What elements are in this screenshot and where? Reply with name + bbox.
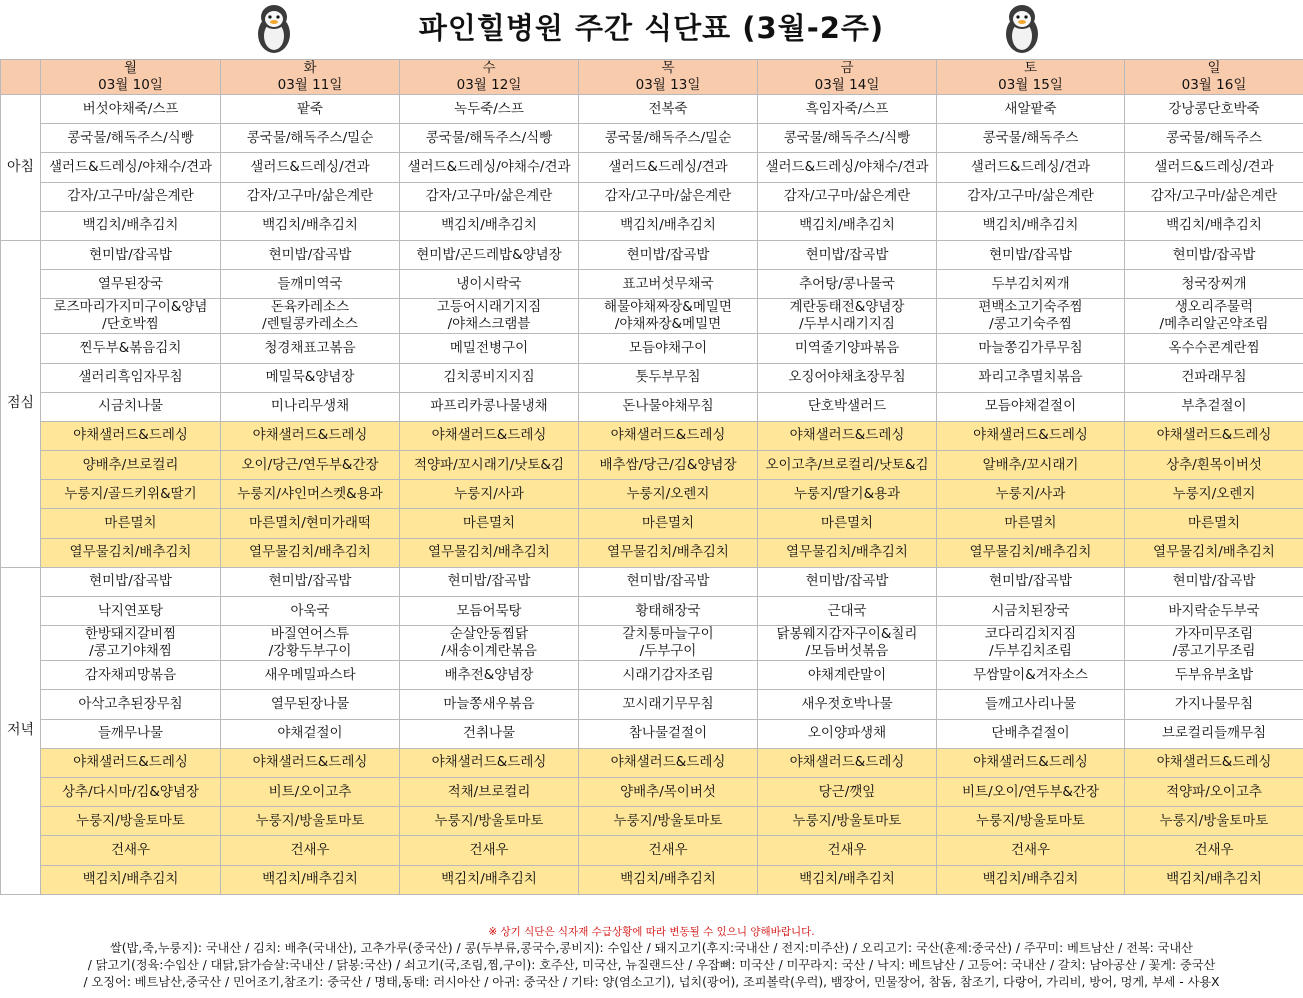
menu-item: 백김치/배추김치: [221, 865, 400, 894]
menu-item: 열무물김치/배추김치: [41, 538, 221, 567]
day-header-row: [1, 60, 1303, 95]
menu-item: 감자/고구마/삶은계란: [1125, 182, 1303, 211]
menu-item: 야채샐러드&드레싱: [579, 748, 758, 777]
menu-item: 돈나물야채무침: [579, 392, 758, 421]
menu-item-line: 생오리주물럭: [1174, 299, 1254, 316]
menu-item: 미나리무생채: [221, 392, 400, 421]
menu-row: [1, 421, 1303, 450]
day-header: [400, 60, 579, 95]
menu-item: 누룽지/방울토마토: [579, 807, 758, 836]
menu-item: [937, 626, 1125, 661]
menu-item: [579, 299, 758, 334]
menu-item: 감자채피망볶음: [41, 661, 221, 690]
menu-row: [1, 807, 1303, 836]
menu-item: 두부김치찌개: [937, 270, 1125, 299]
menu-item: 감자/고구마/삶은계란: [221, 182, 400, 211]
origin-line: 쌀(밥,죽,누룽지): 국내산 / 김치: 배추(국내산), 고추가루(중국산) / 콩(두부류,콩국수,콩비지): 수입산 / 돼지고기(후지:국내산 / 전지:미주산) / 오리고기: 국산(훈제:중국산) / 주꾸미: 베트남산 / 전복: 국내산: [110, 941, 1193, 955]
menu-item-line: 갈치통마늘구이: [622, 626, 714, 643]
corner-cell: [1, 60, 41, 95]
menu-item: 야채샐러드&드레싱: [937, 421, 1125, 450]
menu-item: 콩국물/해독주스: [937, 124, 1125, 153]
menu-item: 새우젓호박나물: [758, 690, 937, 719]
day-name: 토: [1023, 60, 1038, 76]
menu-item: 야채샐러드&드레싱: [758, 421, 937, 450]
menu-item: 비트/오이고추: [221, 777, 400, 806]
menu-row: [1, 626, 1303, 661]
menu-item: 샐러드&드레싱/견과: [579, 153, 758, 182]
menu-item: 건새우: [937, 836, 1125, 865]
menu-item-line: 닭봉웨지감자구이&칠리: [776, 626, 918, 643]
menu-item: 백김치/배추김치: [1125, 211, 1303, 240]
menu-item: 들깨고사리나물: [937, 690, 1125, 719]
day-name: 화: [303, 60, 317, 76]
menu-item-line: /새송이계란볶음: [441, 643, 537, 660]
menu-row: [1, 153, 1303, 182]
menu-item: 메밀묵&양념장: [221, 363, 400, 392]
menu-item: 마른멸치: [400, 509, 579, 538]
menu-item: 꽈리고추멸치볶음: [937, 363, 1125, 392]
menu-item: [221, 299, 400, 334]
menu-item: 백김치/배추김치: [400, 865, 579, 894]
menu-item-line: /모듬버섯볶음: [805, 643, 889, 660]
day-name: 일: [1207, 60, 1221, 76]
menu-item: 오이고추/브로컬리/낫토&김: [758, 451, 937, 480]
menu-item: 샐러드&드레싱/야채수/견과: [758, 153, 937, 182]
menu-item: 배추쌈/당근/김&양념장: [579, 451, 758, 480]
menu-item: 야채샐러드&드레싱: [1125, 421, 1303, 450]
menu-row: [1, 299, 1303, 334]
menu-item: 현미밥/잡곡밥: [937, 567, 1125, 596]
menu-item: 야채겉절이: [221, 719, 400, 748]
menu-row: [1, 748, 1303, 777]
menu-item: 현미밥/잡곡밥: [758, 567, 937, 596]
day-date: 03월 12일: [456, 77, 522, 93]
menu-item-line: /콩고기야채찜: [89, 643, 172, 660]
menu-item: 오이/당근/연두부&간장: [221, 451, 400, 480]
page-title: 파인힐병원 주간 식단표 (3월-2주): [418, 11, 885, 45]
menu-item: 알배추/꼬시래기: [937, 451, 1125, 480]
menu-item-line: 편백소고기숙주찜: [978, 299, 1083, 316]
menu-item: [400, 626, 579, 661]
menu-item: 누룽지/사과: [400, 480, 579, 509]
menu-item: 표고버섯무채국: [579, 270, 758, 299]
menu-item: 파프리카콩나물냉채: [400, 392, 579, 421]
menu-item-line: /메추리알곤약조림: [1159, 316, 1269, 333]
menu-item-line: /야채짜장&메밀면: [614, 316, 722, 333]
menu-item: 누룽지/방울토마토: [41, 807, 221, 836]
menu-item: 미역줄기양파볶음: [758, 334, 937, 363]
menu-item: 마른멸치: [579, 509, 758, 538]
origin-line: / 닭고기(정육:수입산 / 대닭,닭가슴살:국내산 / 닭봉:국산) / 쇠고기(국,조림,찜,구이): 호주산, 미국산, 뉴질랜드산 / 우잡뼈: 미국산 / 미꾸라지: 국산 / 낙지: 베트남산 / 고등어: 국내산 / 갈치: 남아공산 / 꽃게: 중국산: [87, 958, 1216, 972]
menu-item: 누룽지/딸기&용과: [758, 480, 937, 509]
menu-item: 누룽지/방울토마토: [400, 807, 579, 836]
menu-item: 누룽지/방울토마토: [221, 807, 400, 836]
menu-item: 적채/브로컬리: [400, 777, 579, 806]
menu-item: 콩국물/해독주스/밀순: [579, 124, 758, 153]
menu-item: 감자/고구마/삶은계란: [41, 182, 221, 211]
menu-item: 샐러드&드레싱/야채수/견과: [400, 153, 579, 182]
menu-item: 감자/고구마/삶은계란: [937, 182, 1125, 211]
menu-item: 야채샐러드&드레싱: [221, 421, 400, 450]
menu-row: [1, 567, 1303, 596]
menu-row: [1, 451, 1303, 480]
menu-row: [1, 777, 1303, 806]
day-date: 03월 10일: [98, 77, 163, 93]
menu-item: 야채샐러드&드레싱: [41, 421, 221, 450]
menu-item-line: 순살안동찜닭: [449, 626, 529, 643]
menu-item: 야채샐러드&드레싱: [579, 421, 758, 450]
meal-label-breakfast: 아침: [1, 95, 41, 241]
menu-item: 현미밥/잡곡밥: [41, 567, 221, 596]
menu-item: 현미밥/곤드레밥&양념장: [400, 240, 579, 269]
menu-item: 오징어야채초장무침: [758, 363, 937, 392]
menu-item: 누룽지/오렌지: [579, 480, 758, 509]
menu-item: 콩국물/해독주스: [1125, 124, 1303, 153]
menu-item: 톳두부무침: [579, 363, 758, 392]
menu-item: 백김치/배추김치: [758, 211, 937, 240]
menu-item: 현미밥/잡곡밥: [400, 567, 579, 596]
day-header: [937, 60, 1125, 95]
menu-row: [1, 480, 1303, 509]
menu-item: 전복죽: [579, 95, 758, 124]
menu-item-line: 한방돼지갈비찜: [84, 626, 177, 643]
day-header: [1125, 60, 1303, 95]
menu-item: 누룽지/방울토마토: [1125, 807, 1303, 836]
menu-item: [579, 626, 758, 661]
menu-item: 건파래무침: [1125, 363, 1303, 392]
day-header: [41, 60, 221, 95]
weekly-menu-table: [0, 59, 1303, 895]
menu-item: 부추겉절이: [1125, 392, 1303, 421]
menu-item: 누룽지/사과: [937, 480, 1125, 509]
menu-row: [1, 240, 1303, 269]
menu-item: 열무물김치/배추김치: [758, 538, 937, 567]
menu-item: 추어탕/콩나물국: [758, 270, 937, 299]
menu-item: 열무물김치/배추김치: [937, 538, 1125, 567]
day-date: 03월 11일: [277, 77, 343, 93]
menu-item: 건새우: [400, 836, 579, 865]
menu-item: 야채계란말이: [758, 661, 937, 690]
menu-item: 마늘쫑새우볶음: [400, 690, 579, 719]
menu-item-line: 바질연어스튜: [270, 626, 350, 643]
menu-item: 샐러리흑임자무침: [41, 363, 221, 392]
menu-item: 흑임자죽/스프: [758, 95, 937, 124]
menu-item: 새알팥죽: [937, 95, 1125, 124]
menu-row: [1, 392, 1303, 421]
menu-item: [41, 299, 221, 334]
menu-item: 감자/고구마/삶은계란: [400, 182, 579, 211]
menu-item: 샐러드&드레싱/야채수/견과: [41, 153, 221, 182]
header: [0, 0, 1303, 59]
menu-item: 비트/오이/연두부&간장: [937, 777, 1125, 806]
menu-item-line: /두부김치조림: [989, 643, 1072, 660]
day-date: 03월 15일: [998, 77, 1063, 93]
menu-item: 백김치/배추김치: [41, 211, 221, 240]
menu-item: 열무물김치/배추김치: [579, 538, 758, 567]
menu-item-line: /두부시래기지짐: [799, 316, 895, 333]
menu-item: 현미밥/잡곡밥: [221, 567, 400, 596]
menu-item: 적양파/오이고추: [1125, 777, 1303, 806]
footer-notice: ※ 상기 식단은 식자재 수급상황에 따라 변동될 수 있으니 양해바랍니다.: [488, 926, 815, 938]
menu-item: 현미밥/잡곡밥: [221, 240, 400, 269]
menu-item-line: /콩고기무조림: [1172, 643, 1256, 660]
menu-item-line: 코다리김치지짐: [984, 626, 1077, 643]
day-name: 월: [123, 60, 138, 76]
menu-item: 들깨무나물: [41, 719, 221, 748]
menu-item: 마른멸치/현미가래떡: [221, 509, 400, 538]
menu-item: 백김치/배추김치: [579, 865, 758, 894]
menu-item: 가지나물무침: [1125, 690, 1303, 719]
day-header: [758, 60, 937, 95]
menu-item-line: 계란동태전&양념장: [789, 299, 905, 316]
menu-row: [1, 270, 1303, 299]
menu-item: 샐러드&드레싱/견과: [221, 153, 400, 182]
menu-item: 꼬시래기무무침: [579, 690, 758, 719]
menu-row: [1, 211, 1303, 240]
menu-item: 건새우: [1125, 836, 1303, 865]
menu-item: 현미밥/잡곡밥: [937, 240, 1125, 269]
menu-item: [1125, 626, 1303, 661]
menu-item: 현미밥/잡곡밥: [758, 240, 937, 269]
day-date: 03월 16일: [1181, 77, 1247, 93]
menu-row: [1, 95, 1303, 124]
menu-item: 마른멸치: [1125, 509, 1303, 538]
menu-item: 단호박샐러드: [758, 392, 937, 421]
menu-item: 낙지연포탕: [41, 597, 221, 626]
menu-item-line: 해물야채짜장&메밀면: [604, 299, 732, 316]
menu-item: 백김치/배추김치: [758, 865, 937, 894]
menu-item: [758, 299, 937, 334]
menu-item: 브로컬리들깨무침: [1125, 719, 1303, 748]
menu-row: [1, 690, 1303, 719]
menu-item: 무쌈말이&겨자소스: [937, 661, 1125, 690]
menu-row: [1, 865, 1303, 894]
menu-item: 들깨미역국: [221, 270, 400, 299]
menu-item: 열무물김치/배추김치: [1125, 538, 1303, 567]
menu-item: 누룽지/방울토마토: [758, 807, 937, 836]
menu-item: 단배추겉절이: [937, 719, 1125, 748]
menu-item-line: 돈육카레소스: [270, 299, 350, 316]
menu-item: 백김치/배추김치: [579, 211, 758, 240]
footer: [0, 925, 1303, 991]
menu-item: 녹두죽/스프: [400, 95, 579, 124]
meal-label-lunch: 점심: [1, 240, 41, 567]
menu-row: [1, 363, 1303, 392]
menu-row: [1, 597, 1303, 626]
menu-item: 백김치/배추김치: [937, 865, 1125, 894]
menu-item: 바지락순두부국: [1125, 597, 1303, 626]
menu-item: [937, 299, 1125, 334]
menu-row: [1, 124, 1303, 153]
menu-item: 양배추/목이버섯: [579, 777, 758, 806]
menu-item: 열무물김치/배추김치: [221, 538, 400, 567]
menu-item-line: 고등어시래기지짐: [436, 299, 542, 316]
menu-item: 야채샐러드&드레싱: [758, 748, 937, 777]
menu-item-line: 가자미무조림: [1174, 626, 1254, 643]
penguin-mascot-icon: [1000, 2, 1044, 54]
meal-label-dinner: 저녁: [1, 567, 41, 894]
menu-item: 현미밥/잡곡밥: [579, 240, 758, 269]
menu-item: 새우메밀파스타: [221, 661, 400, 690]
menu-item: 누룽지/오렌지: [1125, 480, 1303, 509]
menu-item: 두부유부초밥: [1125, 661, 1303, 690]
menu-item: 야채샐러드&드레싱: [400, 421, 579, 450]
menu-item: 모듬어묵탕: [400, 597, 579, 626]
menu-item: 시금치된장국: [937, 597, 1125, 626]
menu-item: 오이양파생채: [758, 719, 937, 748]
menu-item: 찐두부&볶음김치: [41, 334, 221, 363]
menu-item: 샐러드&드레싱/견과: [937, 153, 1125, 182]
menu-item: 적양파/꼬시래기/낫토&김: [400, 451, 579, 480]
menu-item: 누룽지/골드키위&딸기: [41, 480, 221, 509]
menu-row: [1, 719, 1303, 748]
menu-item: 건새우: [758, 836, 937, 865]
menu-item: 백김치/배추김치: [41, 865, 221, 894]
menu-item: 마늘쫑김가루무침: [937, 334, 1125, 363]
day-name: 수: [482, 60, 496, 76]
menu-item-line: /콩고기숙주찜: [989, 316, 1072, 333]
menu-item: 건새우: [221, 836, 400, 865]
menu-item: 상추/다시마/김&양념장: [41, 777, 221, 806]
menu-item: 감자/고구마/삶은계란: [579, 182, 758, 211]
menu-item: 콩국물/해독주스/밀순: [221, 124, 400, 153]
day-header: [579, 60, 758, 95]
menu-item: 백김치/배추김치: [937, 211, 1125, 240]
menu-item: 백김치/배추김치: [221, 211, 400, 240]
menu-item: 콩국물/해독주스/식빵: [400, 124, 579, 153]
menu-item: 상추/흰목이버섯: [1125, 451, 1303, 480]
menu-item: 현미밥/잡곡밥: [41, 240, 221, 269]
menu-item: 배추전&양념장: [400, 661, 579, 690]
menu-item: 열무된장나물: [221, 690, 400, 719]
menu-item: 야채샐러드&드레싱: [221, 748, 400, 777]
menu-item: 청경채표고볶음: [221, 334, 400, 363]
menu-row: [1, 538, 1303, 567]
menu-item: 현미밥/잡곡밥: [1125, 240, 1303, 269]
menu-item: 건새우: [41, 836, 221, 865]
day-date: 03월 13일: [635, 77, 701, 93]
menu-item: 김치콩비지지짐: [400, 363, 579, 392]
menu-row: [1, 661, 1303, 690]
menu-item: 열무물김치/배추김치: [400, 538, 579, 567]
menu-item: 마른멸치: [758, 509, 937, 538]
menu-item: [41, 626, 221, 661]
menu-item-line: /야채스크램블: [447, 316, 531, 333]
menu-item: 감자/고구마/삶은계란: [758, 182, 937, 211]
menu-item: [1125, 299, 1303, 334]
menu-item: 청국장찌개: [1125, 270, 1303, 299]
menu-item: [221, 626, 400, 661]
menu-item: 야채샐러드&드레싱: [937, 748, 1125, 777]
menu-item: 야채샐러드&드레싱: [41, 748, 221, 777]
menu-item: 마른멸치: [41, 509, 221, 538]
menu-row: [1, 836, 1303, 865]
origin-line: / 오징어: 베트남산,중국산 / 민어조기,참조기: 중국산 / 명태,동태: 러시아산 / 아귀: 중국산 / 기타: 양(염소고기), 넙치(광어), 조피볼락(우럭), 뱀장어, 민물장어, 참돔, 참조기, 다랑어, 가리비, 방어, 멍게, 부세 - 사용X: [83, 975, 1220, 989]
menu-item: 마른멸치: [937, 509, 1125, 538]
menu-item: 참나물겉절이: [579, 719, 758, 748]
menu-item: 현미밥/잡곡밥: [1125, 567, 1303, 596]
menu-item: 시금치나물: [41, 392, 221, 421]
menu-item-line: /단호박찜: [102, 316, 159, 333]
menu-item: 팥죽: [221, 95, 400, 124]
day-date: 03월 14일: [814, 77, 880, 93]
menu-item-line: /두부구이: [639, 643, 697, 660]
menu-item: 아욱국: [221, 597, 400, 626]
menu-item: [758, 626, 937, 661]
day-name: 목: [661, 60, 675, 76]
menu-item: 누룽지/샤인머스켓&용과: [221, 480, 400, 509]
menu-item: 열무된장국: [41, 270, 221, 299]
menu-item: 건새우: [579, 836, 758, 865]
menu-item: 모듬야채겉절이: [937, 392, 1125, 421]
menu-item: 당근/깻잎: [758, 777, 937, 806]
menu-item: 시래기감자조림: [579, 661, 758, 690]
menu-item: 백김치/배추김치: [400, 211, 579, 240]
menu-item-line: /강황두부구이: [268, 643, 352, 660]
menu-item: 현미밥/잡곡밥: [579, 567, 758, 596]
menu-item: 버섯야채죽/스프: [41, 95, 221, 124]
day-name: 금: [840, 60, 854, 76]
menu-item: [400, 299, 579, 334]
menu-item: 근대국: [758, 597, 937, 626]
menu-item-line: 로즈마리가지미구이&양념: [53, 299, 208, 316]
menu-item: 콩국물/해독주스/식빵: [41, 124, 221, 153]
menu-item: 메밀전병구이: [400, 334, 579, 363]
menu-row: [1, 509, 1303, 538]
menu-item-line: /렌틸콩카레소스: [262, 316, 358, 333]
menu-row: [1, 334, 1303, 363]
menu-item: 야채샐러드&드레싱: [400, 748, 579, 777]
menu-item: 강낭콩단호박죽: [1125, 95, 1303, 124]
menu-item: 냉이시락국: [400, 270, 579, 299]
menu-row: [1, 182, 1303, 211]
menu-item: 아삭고추된장무침: [41, 690, 221, 719]
menu-item: 샐러드&드레싱/견과: [1125, 153, 1303, 182]
menu-item: 모듬야채구이: [579, 334, 758, 363]
menu-item: 백김치/배추김치: [1125, 865, 1303, 894]
menu-item: 옥수수콘계란찜: [1125, 334, 1303, 363]
day-header: [221, 60, 400, 95]
menu-item: 콩국물/해독주스/식빵: [758, 124, 937, 153]
menu-item: 건취나물: [400, 719, 579, 748]
menu-item: 황태해장국: [579, 597, 758, 626]
menu-item: 야채샐러드&드레싱: [1125, 748, 1303, 777]
menu-item: 양배추/브로컬리: [41, 451, 221, 480]
menu-item: 누룽지/방울토마토: [937, 807, 1125, 836]
